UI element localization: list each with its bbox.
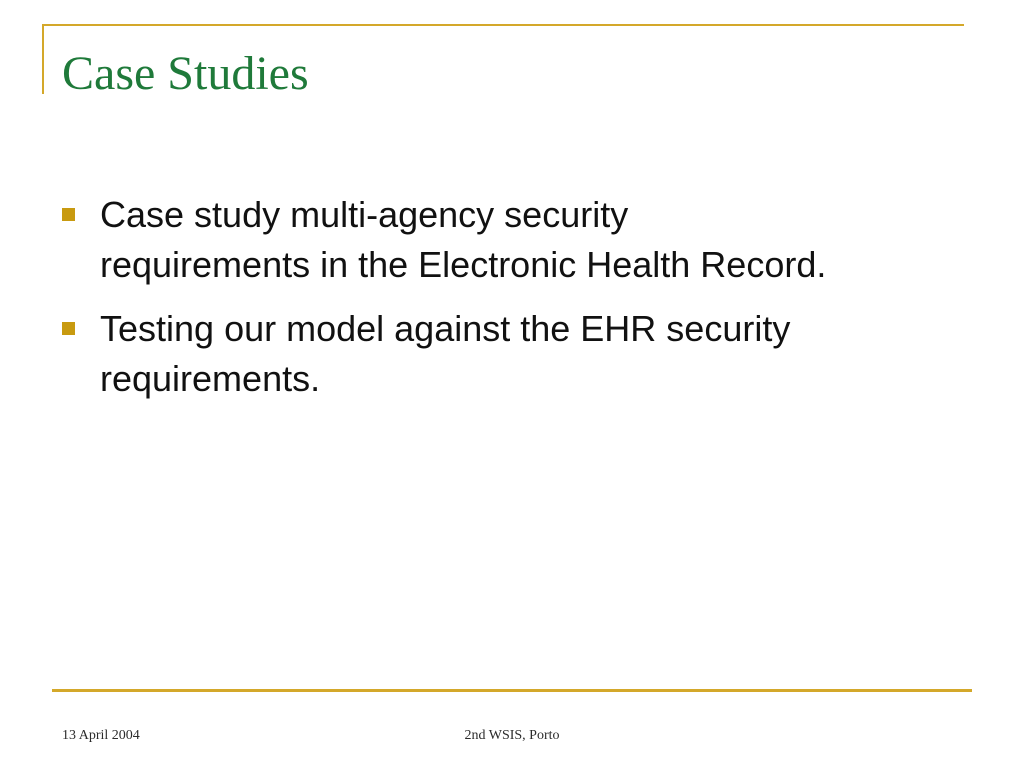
footer-event: 2nd WSIS, Porto [464,728,560,743]
bullet-list [62,190,982,418]
title-frame-top-rule [42,24,964,26]
slide-title: Case Studies [62,47,309,100]
bullet-line: requirements. [100,358,321,399]
title-frame-left-rule [42,24,44,94]
square-bullet-icon [62,208,75,221]
footer-date: 13 April 2004 [62,728,140,743]
footer-rule [52,689,972,692]
bullet-item [62,304,982,404]
square-bullet-icon [62,322,75,335]
bullet-line: Case study multi-agency security [100,194,629,235]
bullet-line: requirements in the Electronic Health Record. [100,244,827,285]
bullet-item [62,190,982,290]
bullet-line: Testing our model against the EHR security [100,308,791,349]
